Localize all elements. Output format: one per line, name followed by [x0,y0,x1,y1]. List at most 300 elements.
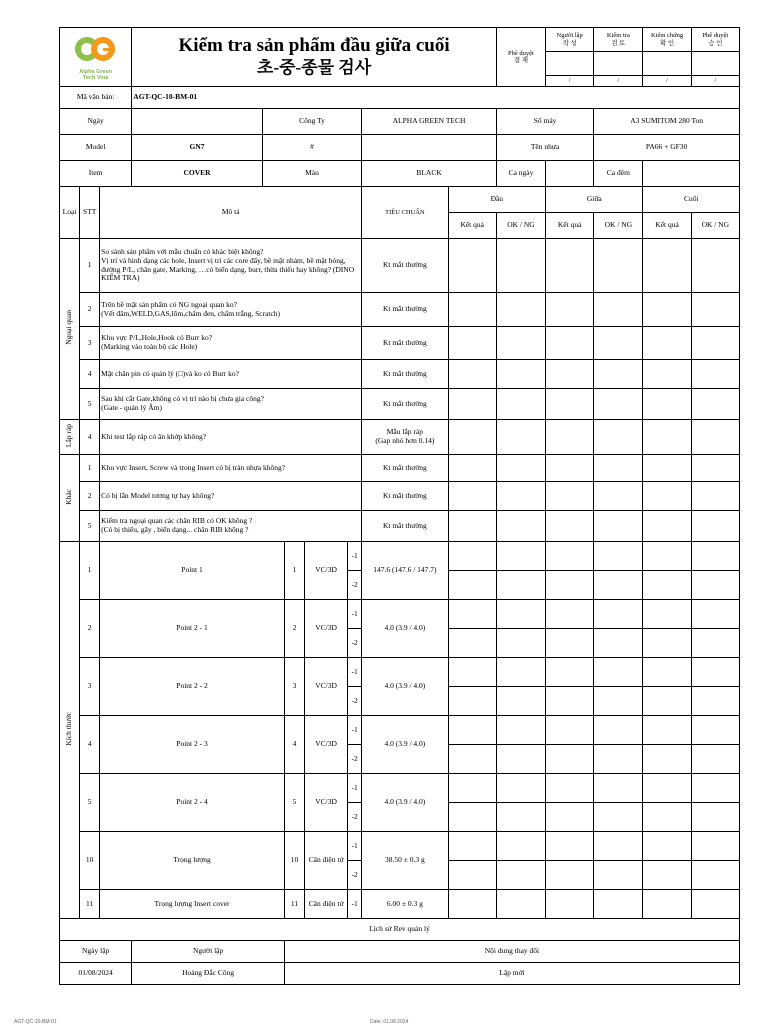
result-cell[interactable] [448,482,496,511]
result-cell[interactable] [496,629,545,658]
result-cell[interactable] [546,239,594,293]
resin-label: Tên nhựa [496,135,593,161]
result-cell[interactable] [496,716,545,745]
result-cell[interactable] [546,600,594,629]
color-value: BLACK [362,161,497,187]
result-cell[interactable] [594,745,643,774]
resin-value: PA66 + GF30 [594,135,740,161]
row-standard: 6.00 ± 0.3 g [362,890,448,919]
result-cell[interactable] [594,542,643,571]
row-sub: -2 [348,803,362,832]
result-cell[interactable] [643,687,691,716]
result-cell[interactable] [546,774,594,803]
result-cell[interactable] [496,600,545,629]
role-korean: 확 인 [659,39,675,47]
result-cell[interactable] [691,890,739,919]
row-standard: 4.0 (3.9 / 4.0) [362,774,448,832]
result-cell[interactable] [546,542,594,571]
row-standard: Kt mắt thường [362,360,448,389]
doc-code-value: AGT-QC-10-BM-01 [132,87,740,109]
company-label: Công Ty [262,109,361,135]
row-sub: -1 [348,600,362,629]
result-cell[interactable] [691,239,739,293]
role-label: Phê duyệt [702,32,729,40]
row-description: So sánh sản phẩm với mẫu chuẩn có khác biệt không? Vị trí và hình dạng các hole, Insert vị trí các core đẩy, bề mặt nhám, bề mặt bóng, đường P/L, chân gate, Marking, …có biến dạng, burr, thừa thiếu hay không? (DINO KIỂM TRA) [100,239,362,293]
col-stt: STT [80,187,100,239]
row-point-no: 4 [284,716,304,774]
signature-box[interactable] [546,52,594,76]
row-point: Point 2 - 2 [100,658,285,716]
result-cell[interactable] [643,890,691,919]
signature-box[interactable] [643,52,691,76]
row-sub: -1 [348,658,362,687]
result-cell[interactable] [643,571,691,600]
group-label: Kích thước [64,711,74,746]
result-cell[interactable] [448,658,496,687]
table-row [60,890,740,919]
table-row [60,963,740,985]
signature-box[interactable] [691,52,739,76]
result-cell[interactable] [448,745,496,774]
row-tool: VC/3D [305,658,348,716]
row-point-no: 5 [284,774,304,832]
row-point: Point 2 - 1 [100,600,285,658]
row-stt: 5 [80,511,100,542]
col-middle: Giữa [546,187,643,213]
row-stt: 1 [80,542,100,600]
row-point: Trọng lượng Insert cover [100,890,285,919]
color-label: Màu [262,161,361,187]
role-korean: 작 성 [562,39,577,47]
result-cell[interactable] [594,803,643,832]
result-cell[interactable] [496,832,545,861]
model-label: Model [60,135,132,161]
row-stt: 1 [80,455,100,482]
result-cell[interactable] [546,455,594,482]
row-sub: -1 [348,774,362,803]
role-approver [691,28,739,52]
table-row [60,542,740,571]
row-standard: Kt mắt thường [362,511,448,542]
row-point: Trọng lượng [100,832,285,890]
col-description: Mô tả [100,187,362,239]
result-cell[interactable] [448,389,496,420]
result-cell[interactable] [594,327,643,360]
result-cell[interactable] [546,571,594,600]
logo-text-2: Tech Vina [82,75,109,82]
col-standard: TIÊU CHUẨN [362,187,448,239]
table-row [60,135,740,161]
history-content: Lập mới [284,963,739,985]
result-cell[interactable] [546,360,594,389]
result-cell[interactable] [691,658,739,687]
result-cell[interactable] [691,455,739,482]
day-shift-value[interactable] [546,161,594,187]
table-row [60,187,740,213]
row-standard: 4.0 (3.9 / 4.0) [362,600,448,658]
result-cell[interactable] [691,745,739,774]
row-stt: 4 [80,420,100,455]
result-cell[interactable] [448,360,496,389]
result-cell[interactable] [546,482,594,511]
result-cell[interactable] [546,890,594,919]
result-cell[interactable] [546,861,594,890]
result-cell[interactable] [496,455,545,482]
col-end: Cuối [643,187,740,213]
result-cell[interactable] [643,716,691,745]
result-cell[interactable] [448,239,496,293]
result-cell[interactable] [643,482,691,511]
machine-label: Số máy [496,109,593,135]
result-cell[interactable] [594,774,643,803]
result-cell[interactable] [691,511,739,542]
row-description: Có bị lẫn Model tương tự hay không? [100,482,362,511]
footer-date: Date: 01.08.2024 [370,1019,409,1025]
result-cell[interactable] [691,542,739,571]
result-cell[interactable] [691,482,739,511]
row-tool: VC/3D [305,542,348,600]
result-cell[interactable] [448,327,496,360]
row-standard: Kt mắt thường [362,327,448,360]
result-cell[interactable] [496,389,545,420]
row-tool: Cân điện tử [305,832,348,890]
signature-box[interactable] [594,52,643,76]
group-label: Lắp ráp [64,424,74,448]
table-row [60,293,740,327]
table-row [60,658,740,687]
inspection-sheet [59,27,740,985]
row-standard: 147.6 (147.6 / 147.7) [362,542,448,600]
row-standard: Kt mắt thường [362,455,448,482]
result-cell[interactable] [643,542,691,571]
result-cell[interactable] [643,629,691,658]
result-cell[interactable] [594,389,643,420]
result-cell[interactable] [546,687,594,716]
inspection-table [59,27,740,985]
result-cell[interactable] [448,861,496,890]
row-description: Sau khi cắt Gate,không có vị trí nào bị chưa gia công? (Gate - quản lý Âm) [100,389,362,420]
result-cell[interactable] [496,239,545,293]
result-cell[interactable] [496,511,545,542]
row-sub: -2 [348,571,362,600]
row-point-no: 2 [284,600,304,658]
result-cell[interactable] [643,293,691,327]
result-cell[interactable] [546,420,594,455]
row-point-no: 11 [284,890,304,919]
page-title-korean: 초-중-종물 검사 [257,58,372,78]
result-cell[interactable] [546,327,594,360]
row-stt: 5 [80,774,100,832]
result-cell[interactable] [496,745,545,774]
col-okng: OK / NG [594,213,643,239]
row-description: Trên bề mặt sản phẩm có NG ngoại quan ko? (Vết đâm,WELD,GAS,lõm,chấm đen, chấm trắng, Scratch) [100,293,362,327]
result-cell[interactable] [448,600,496,629]
row-point-no: 10 [284,832,304,890]
footer-doc-code: AGT-QC-10-BM-01 [14,1019,57,1025]
table-row [60,161,740,187]
col-okng: OK / NG [691,213,739,239]
result-cell[interactable] [643,803,691,832]
table-row [60,327,740,360]
table-row [60,389,740,420]
approval-vertical: Phê duyệt [508,49,534,57]
group-assembly [60,420,80,455]
result-cell[interactable] [546,803,594,832]
result-cell[interactable] [448,293,496,327]
group-dimension [60,542,80,919]
result-cell[interactable] [546,716,594,745]
result-cell[interactable] [594,687,643,716]
row-standard: 4.0 (3.9 / 4.0) [362,716,448,774]
result-cell[interactable] [691,360,739,389]
result-cell[interactable] [594,482,643,511]
result-cell[interactable] [496,482,545,511]
result-cell[interactable] [448,511,496,542]
group-other [60,455,80,542]
result-cell[interactable] [546,658,594,687]
result-cell[interactable] [691,293,739,327]
table-row [60,28,740,52]
row-description: Kiểm tra ngoại quan các chân RIB có OK không ? (Có bị thiếu, gãy , biến dạng... chân RIB không ? [100,511,362,542]
table-row [60,239,740,293]
signature-date[interactable]: / [643,76,691,87]
result-cell[interactable] [594,293,643,327]
col-result: Kết quả [546,213,594,239]
table-row [60,360,740,389]
row-description: Mặt chân pin có quản lý (□)và ko có Burr ko? [100,360,362,389]
result-cell[interactable] [448,716,496,745]
result-cell[interactable] [594,629,643,658]
result-cell[interactable] [643,745,691,774]
result-cell[interactable] [643,389,691,420]
result-cell[interactable] [546,293,594,327]
row-tool: Cân điện tử [305,890,348,919]
row-sub: -2 [348,629,362,658]
table-row [60,941,740,963]
table-row [60,919,740,941]
result-cell[interactable] [448,571,496,600]
result-cell[interactable] [496,327,545,360]
result-cell[interactable] [643,600,691,629]
result-cell[interactable] [448,629,496,658]
result-cell[interactable] [496,774,545,803]
result-cell[interactable] [691,803,739,832]
row-stt: 11 [80,890,100,919]
col-result: Kết quả [643,213,691,239]
result-cell[interactable] [691,629,739,658]
role-label: Người lập [556,32,583,40]
result-cell[interactable] [643,511,691,542]
result-cell[interactable] [448,890,496,919]
result-cell[interactable] [546,629,594,658]
row-stt: 10 [80,832,100,890]
result-cell[interactable] [691,861,739,890]
result-cell[interactable] [691,687,739,716]
row-standard: 38.50 ± 0.3 g [362,832,448,890]
approval-label [496,28,545,87]
row-standard: Mẫu lắp ráp (Gap nhỏ hơn 0.14) [362,420,448,455]
result-cell[interactable] [496,293,545,327]
alpha-green-logo-icon [72,33,120,67]
row-tool: VC/3D [305,774,348,832]
date-value[interactable] [132,109,263,135]
row-standard: Kt mắt thường [362,293,448,327]
group-label: Ngoại quan [64,310,74,346]
result-cell[interactable] [546,511,594,542]
result-cell[interactable] [643,239,691,293]
role-korean: 승 인 [708,39,723,47]
approval-korean: 결 재 [513,57,529,64]
row-stt: 4 [80,360,100,389]
logo [60,28,132,87]
result-cell[interactable] [594,832,643,861]
row-point-no: 3 [284,658,304,716]
row-sub: -1 [348,542,362,571]
result-cell[interactable] [691,389,739,420]
row-description: Khu vực Insert, Screw và trong Insert có bị tràn nhựa không? [100,455,362,482]
hash-label: # [262,135,361,161]
table-row [60,832,740,861]
item-label: Item [60,161,132,187]
table-row [60,716,740,745]
hash-value[interactable] [362,135,497,161]
row-point: Point 2 - 4 [100,774,285,832]
role-label: Kiểm tra [606,32,630,40]
result-cell[interactable] [643,327,691,360]
table-row [60,455,740,482]
table-row [60,109,740,135]
result-cell[interactable] [594,890,643,919]
col-loai: Loại [60,187,80,239]
result-cell[interactable] [496,420,545,455]
history-author: Hoàng Đắc Công [132,963,285,985]
result-cell[interactable] [448,687,496,716]
group-label: Khác [64,488,74,505]
result-cell[interactable] [691,327,739,360]
row-standard: Kt mắt thường [362,389,448,420]
result-cell[interactable] [496,803,545,832]
result-cell[interactable] [496,890,545,919]
row-stt: 5 [80,389,100,420]
date-label: Ngày [60,109,132,135]
result-cell[interactable] [448,420,496,455]
result-cell[interactable] [594,360,643,389]
result-cell[interactable] [594,861,643,890]
result-cell[interactable] [496,360,545,389]
result-cell[interactable] [691,600,739,629]
machine-value: A3 SUMITOM 280 Ton [594,109,740,135]
result-cell[interactable] [691,571,739,600]
table-row [60,482,740,511]
history-col-content: Nội dung thay đổi [284,941,739,963]
row-point-no: 1 [284,542,304,600]
doc-code-label: Mã văn bản: [60,87,132,109]
row-stt: 2 [80,482,100,511]
result-cell[interactable] [594,658,643,687]
night-shift-label: Ca đêm [594,161,643,187]
result-cell[interactable] [643,420,691,455]
row-standard: Kt mắt thường [362,239,448,293]
result-cell[interactable] [448,832,496,861]
role-verifier [643,28,691,52]
result-cell[interactable] [496,861,545,890]
col-start: Đầu [448,187,546,213]
role-checker [594,28,643,52]
result-cell[interactable] [546,389,594,420]
result-cell[interactable] [496,542,545,571]
result-cell[interactable] [594,420,643,455]
result-cell[interactable] [691,832,739,861]
result-cell[interactable] [496,687,545,716]
result-cell[interactable] [691,774,739,803]
table-row [60,87,740,109]
result-cell[interactable] [594,600,643,629]
result-cell[interactable] [643,658,691,687]
result-cell[interactable] [643,861,691,890]
row-stt: 3 [80,658,100,716]
result-cell[interactable] [643,774,691,803]
row-stt: 2 [80,293,100,327]
row-stt: 4 [80,716,100,774]
table-row [60,420,740,455]
day-shift-label: Ca ngày [496,161,545,187]
role-label: Kiểm chứng [650,32,684,40]
signature-date[interactable]: / [546,76,594,87]
result-cell[interactable] [691,716,739,745]
result-cell[interactable] [448,774,496,803]
night-shift-value[interactable] [643,161,740,187]
row-sub: -1 [348,832,362,861]
company-value: ALPHA GREEN TECH [362,109,497,135]
result-cell[interactable] [594,455,643,482]
history-col-author: Người lập [132,941,285,963]
table-row [60,600,740,629]
result-cell[interactable] [594,571,643,600]
row-description: Khi test lắp ráp có ăn khớp không? [100,420,362,455]
result-cell[interactable] [496,571,545,600]
row-point: Point 2 - 3 [100,716,285,774]
result-cell[interactable] [546,745,594,774]
role-preparer [546,28,594,52]
result-cell[interactable] [594,716,643,745]
row-standard: 4.0 (3.9 / 4.0) [362,658,448,716]
table-row [60,511,740,542]
item-value: COVER [132,161,263,187]
result-cell[interactable] [546,832,594,861]
signature-date[interactable]: / [594,76,643,87]
title-block [132,28,497,87]
result-cell[interactable] [496,658,545,687]
result-cell[interactable] [594,511,643,542]
result-cell[interactable] [643,832,691,861]
model-value: GN7 [132,135,263,161]
row-stt: 2 [80,600,100,658]
history-col-date: Ngày lập [60,941,132,963]
result-cell[interactable] [448,542,496,571]
signature-date[interactable]: / [691,76,739,87]
row-sub: -1 [348,890,362,919]
result-cell[interactable] [594,239,643,293]
row-tool: VC/3D [305,716,348,774]
result-cell[interactable] [448,455,496,482]
result-cell[interactable] [643,455,691,482]
result-cell[interactable] [691,420,739,455]
row-stt: 1 [80,239,100,293]
result-cell[interactable] [448,803,496,832]
col-okng: OK / NG [496,213,545,239]
table-row [60,774,740,803]
result-cell[interactable] [643,360,691,389]
